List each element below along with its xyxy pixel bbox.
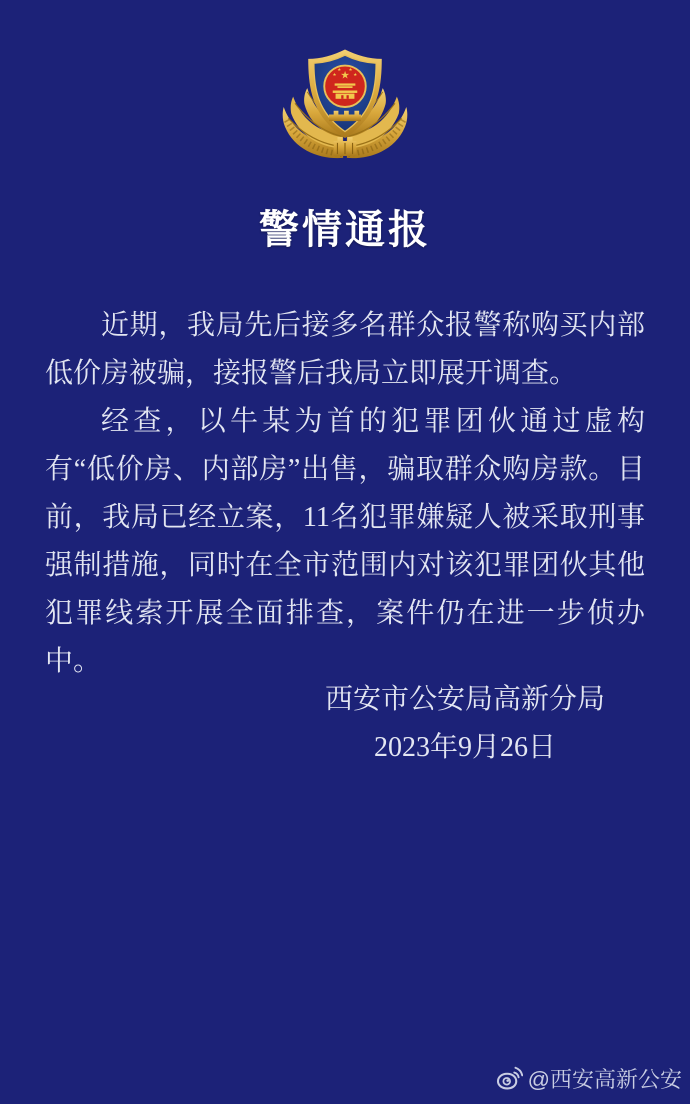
svg-text:★: ★ — [353, 72, 358, 78]
notice-paragraph-1: 近期，我局先后接多名群众报警称购买内部低价房被骗，接报警后我局立即展开调查。 — [45, 310, 645, 389]
notice-title: 警情通报 — [259, 208, 431, 252]
svg-text:★: ★ — [332, 72, 337, 78]
notice-paragraph-2: 经查，以牛某为首的犯罪团伙通过虚构有“低价房、内部房”出售，骗取群众购房款。目前，我局已经立案，11名犯罪嫌疑人被采取刑事强制措施，同时在全市范围内对该犯罪团伙其他犯罪线索开展全面排查，案件仍在进一步侦办中。 — [45, 406, 645, 677]
police-badge-icon — [279, 44, 411, 170]
weibo-handle: @西安高新公安 — [527, 1067, 682, 1092]
svg-text:★: ★ — [337, 68, 342, 74]
notice-body — [45, 302, 645, 686]
signature-block — [325, 676, 605, 772]
issue-date: 2023年9月26日 — [373, 732, 556, 763]
issuing-agency: 西安市公安局高新分局 — [324, 684, 605, 715]
svg-text:★: ★ — [348, 68, 353, 74]
weibo-icon — [496, 1065, 523, 1092]
police-badge-emblem — [279, 44, 411, 170]
weibo-watermark — [496, 1063, 682, 1094]
svg-text:★: ★ — [340, 70, 350, 82]
